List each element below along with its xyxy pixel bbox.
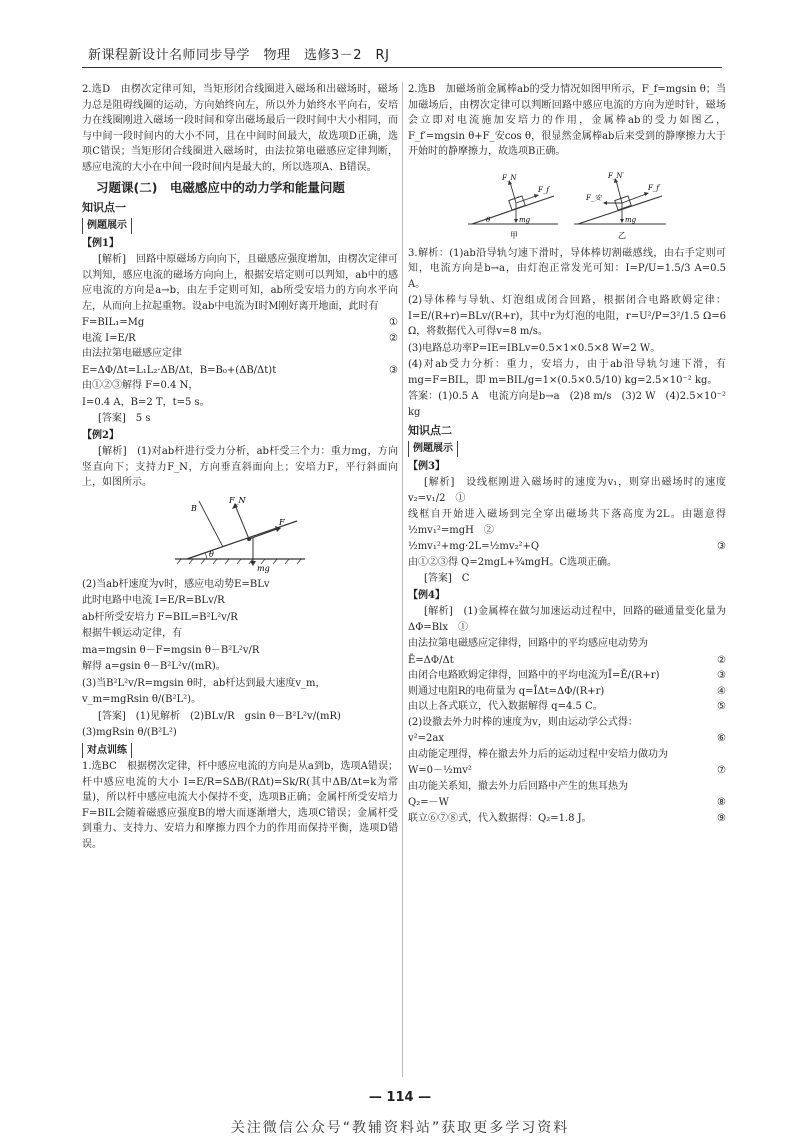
paragraph: 由法拉第电磁感应定律得，回路中的平均感应电动势为	[408, 638, 648, 650]
equation-text: ½mv₁²+mg·2L=½mv₂²+Q	[408, 541, 540, 553]
jia-label-ff: F_f	[538, 185, 549, 194]
section-title: 习题课(二) 电磁感应中的动力学和能量问题	[96, 180, 345, 195]
label-mg: mg	[257, 563, 270, 573]
equation-line	[82, 331, 398, 347]
label-f: F	[279, 517, 285, 527]
section-tag: 例题展示	[408, 441, 458, 457]
equation-line	[408, 795, 726, 811]
paragraph: ma=mgsin θ－F=mgsin θ－B²L²v/R	[82, 644, 260, 656]
equation-text: Q₂=－W	[408, 797, 449, 809]
equation-text: v²=2ax	[408, 733, 445, 745]
yi-label-ff: F_f′	[648, 183, 661, 192]
equation-line	[408, 668, 726, 684]
right-column	[408, 82, 726, 1082]
equation-line	[408, 684, 726, 700]
label-yi: 乙	[618, 230, 626, 240]
example-label: 【例4】	[408, 589, 445, 601]
equation-text: 电流 I=E/R	[82, 332, 136, 344]
paragraph: 答案：(1)0.5 A 电流方向是b→a (2)8 m/s (3)2 W (4)2.5×10⁻² kg	[408, 391, 726, 418]
equation-text: Ē=ΔΦ/Δt	[408, 654, 454, 666]
equation-line	[408, 699, 726, 715]
equation-text: 联立⑥⑦⑧式，代入数据得：Q₂=1.8 J。	[408, 812, 592, 824]
paragraph: 由法拉第电磁感应定律	[82, 348, 182, 360]
jia-label-mg: mg	[519, 215, 531, 224]
paragraph: I=0.4 A，B=2 T，t=5 s。	[82, 396, 210, 408]
paragraph: 1.选BC 根据楞次定律，杆中感应电流的方向是从a到b，选项A错误；杆中感应电流的大小 I=E/R=SΔB/(RΔt)=Sk/R(其中ΔB/Δt=k为常量)，所以杆中感应电流大小保持不变，选项B正确；金属杆所受安培力F=BIL会随着磁感应强度B的增大而逐渐增大，选项C错误；金属杆受到重力、支持力、安培力和摩擦力四个力的作用而保持平衡，选项D错误。	[82, 761, 398, 850]
paragraph: 此时电路中电流 I=E/R=BLv/R	[82, 595, 225, 607]
paragraph: 由功能关系知，撤去外力后回路中产生的焦耳热为	[408, 780, 628, 792]
section-tag-row	[408, 440, 726, 458]
equation-number: ⑨	[717, 812, 726, 824]
paragraph: (4)对ab受力分析：重力，安培力，由于ab沿导轨匀速下滑，有mg=F=BIL，即 m=BIL/g=1×(0.5×0.5/10) kg=2.5×10⁻² kg。	[408, 359, 726, 386]
section-tag: 对点训练	[82, 743, 132, 759]
fn-arrow	[235, 505, 249, 539]
equation-line	[82, 315, 398, 331]
equation-line	[408, 539, 726, 555]
f-arrow	[249, 529, 277, 539]
paragraph: (2)当ab杆速度为v时，感应电动势E=BLv	[82, 578, 270, 590]
equation-number: ⑦	[717, 765, 726, 777]
incline-force-diagram	[165, 495, 315, 573]
equation-number: ②	[717, 654, 726, 666]
equation-line	[408, 653, 726, 669]
paragraph: (3)当B²L²v/R=mgsin θ时，ab杆达到最大速度v_m，	[82, 677, 326, 689]
subsection-title: 知识点二	[408, 424, 452, 437]
label-b: B	[191, 503, 197, 513]
paragraph: (3)mgRsin θ/(B²L²)	[82, 727, 177, 739]
jia-label-theta: θ	[486, 215, 491, 224]
page-header	[82, 34, 722, 68]
paragraph: 2.选B 加磁场前金属棒ab的受力情况如图甲所示，F_f=mgsin θ；当加磁场后，由楞次定律可以判断回路中感应电流的方向为逆时针，磁场会立即对电流施加安培力的作用，金属棒ab的受力如图乙，F_f′=mgsin θ+F_安cos θ，很显然金属棒ab后来受到的静摩擦力大于开始时的静摩擦力，故选项B正确。	[408, 84, 726, 157]
equation-line	[82, 363, 398, 379]
equation-number: ①	[389, 317, 398, 329]
left-column	[82, 82, 398, 1082]
equation-number: ⑧	[717, 797, 726, 809]
equation-number: ③	[389, 364, 398, 376]
paragraph: 2.选D 由楞次定律可知，当矩形闭合线圈进入磁场和出磁场时，磁场力总是阻碍线圈的运动，方向始终向左，所以外力始终水平向右，安培力在线圈刚进入磁场一段时间和穿出磁场最后一段时间中大小相同，而与中间一段时间内的大小不同，且在中间时间最大，故选项D正确，选项C错误；当矩形闭合线圈进入磁场时，由法拉第电磁感应定律判断，感应电流的大小在中间一段时间内是最大的，所以选项A、B错误。	[82, 84, 398, 173]
paragraph: ab杆所受安培力 F=BIL=B²L²v/R	[82, 611, 238, 623]
section-tag-row	[82, 742, 398, 760]
label-theta: θ	[209, 549, 214, 559]
figure-friction-compare	[408, 164, 726, 242]
column-divider	[402, 82, 403, 1077]
equation-text: 则通过电阻R的电荷量为 q=ĪΔt=ΔΦ/(R+r)	[408, 685, 605, 697]
equation-number: ②	[389, 332, 398, 344]
equation-line	[408, 763, 726, 779]
example-label: 【例1】	[82, 237, 119, 249]
subsection-title: 知识点一	[82, 201, 126, 215]
equation-text: 由以上各式联立，代入数据解得 q=4.5 C。	[408, 701, 603, 713]
paragraph: [答案] C	[424, 573, 470, 585]
equation-number: ⑤	[717, 701, 726, 713]
paragraph: [答案] 5 s	[98, 413, 151, 425]
equation-number: ③	[717, 541, 726, 553]
equation-line	[408, 731, 726, 747]
diagram-yi	[574, 172, 666, 240]
yi-label-fan: F_安	[586, 193, 602, 202]
equation-line	[408, 811, 726, 827]
page-number: — 114 —	[368, 1090, 432, 1105]
equation-text: E=ΔΦ/Δt=L₁L₂·ΔB/Δt，B=B₀+(ΔB/Δt)t	[82, 364, 277, 376]
paragraph: 解得 a=gsin θ－B²L²v/(mR)。	[82, 661, 226, 673]
section-tag: 例题展示	[82, 218, 132, 234]
equation-text: W=0－½mv²	[408, 765, 472, 777]
paragraph: [解析] (1)对ab杆进行受力分析，ab杆受三个力：重力mg，方向竖直向下；支持力F_N，方向垂直斜面向上；安培力F，平行斜面向上，如图所示。	[82, 446, 398, 489]
paragraph: [解析] 回路中原磁场方向向下，且磁感应强度增加，由楞次定律可以判知，感应电流的磁场方向向上，根据安培定则可以判知，ab中的感应电流的方向是a→b，由左手定则可知，ab所受安培力的方向水平向左，从而向上拉起重物。设ab中电流为I时M刚好离开地面，此时有	[82, 254, 398, 312]
paragraph: 由①②③解得 F=0.4 N，	[82, 380, 199, 392]
equation-number: ⑥	[717, 733, 726, 745]
equation-text: 由闭合电路欧姆定律得，回路中的平均电流为Ī=Ē/(R+r)	[408, 670, 660, 682]
paragraph: 由动能定理得，棒在撤去外力后的运动过程中安培力做功为	[408, 748, 668, 760]
yi-label-fn: F_N′	[608, 171, 625, 180]
yi-label-mg: mg	[625, 215, 637, 224]
jia-label-fn: F_N	[502, 173, 517, 182]
equation-text: F=BIL₁=Mg	[82, 317, 145, 329]
field-line-b	[199, 501, 223, 547]
bottom-notice: 关注微信公众号“教辅资料站”获取更多学习资料	[230, 1120, 570, 1136]
equation-number: ④	[717, 685, 726, 697]
label-fn: F_N	[229, 495, 246, 505]
paragraph: 根据牛顿运动定律，有	[82, 628, 182, 640]
paragraph: v_m=mgRsin θ/(B²L²)。	[82, 694, 202, 706]
example-label: 【例2】	[82, 429, 119, 441]
header-title: 新课程新设计名师同步导学 物理 选修3－2 RJ	[88, 48, 390, 63]
ground-hatch	[177, 559, 301, 564]
section-tag-row	[82, 217, 398, 235]
paragraph: [答案] (1)见解析 (2)BLv/R gsin θ－B²L²v/(mR)	[98, 710, 341, 722]
paragraph: (3)电路总功率P=IE=IBLv=0.5×1×0.5×8 W=2 W。	[408, 342, 661, 354]
paragraph: 线框自开始进入磁场到完全穿出磁场共下落高度为2L。由题意得 ½mv₁²=mgH ②	[408, 509, 726, 536]
paragraph: (2)导体棒与导轨、灯泡组成闭合回路，根据闭合电路欧姆定律：I=E/(R+r)=BLv/(R+r)，其中r为灯泡的电阻，r=U²/P=3²/1.5 Ω=6 Ω，将数据代入可得v=8 m/s。	[408, 295, 726, 337]
example-label: 【例3】	[408, 460, 445, 472]
diagram-jia	[468, 174, 558, 240]
figure-incline-forces	[82, 495, 398, 573]
paragraph: [解析] 设线框刚进入磁场时的速度为v₁，则穿出磁场时的速度 v₂=v₁/2 ①	[408, 477, 726, 504]
equation-number: ③	[717, 670, 726, 682]
label-jia: 甲	[510, 230, 518, 240]
paragraph: [解析] (1)金属棒在做匀加速运动过程中，回路的磁通量变化量为 ΔΦ=Blx ①	[408, 606, 726, 633]
friction-diagrams	[462, 164, 672, 242]
paragraph: 3.解析：(1)ab沿导轨匀速下滑时，导体棒切割磁感线，由右手定则可知，电流方向是b→a，由灯泡正常发光可知：I=P/U=1.5/3 A=0.5 A。	[408, 247, 726, 290]
paragraph: (2)设撤去外力时棒的速度为v，则由运动学公式得：	[408, 716, 638, 728]
paragraph: 由①②③得 Q=2mgL+¾mgH。C选项正确。	[408, 556, 617, 568]
